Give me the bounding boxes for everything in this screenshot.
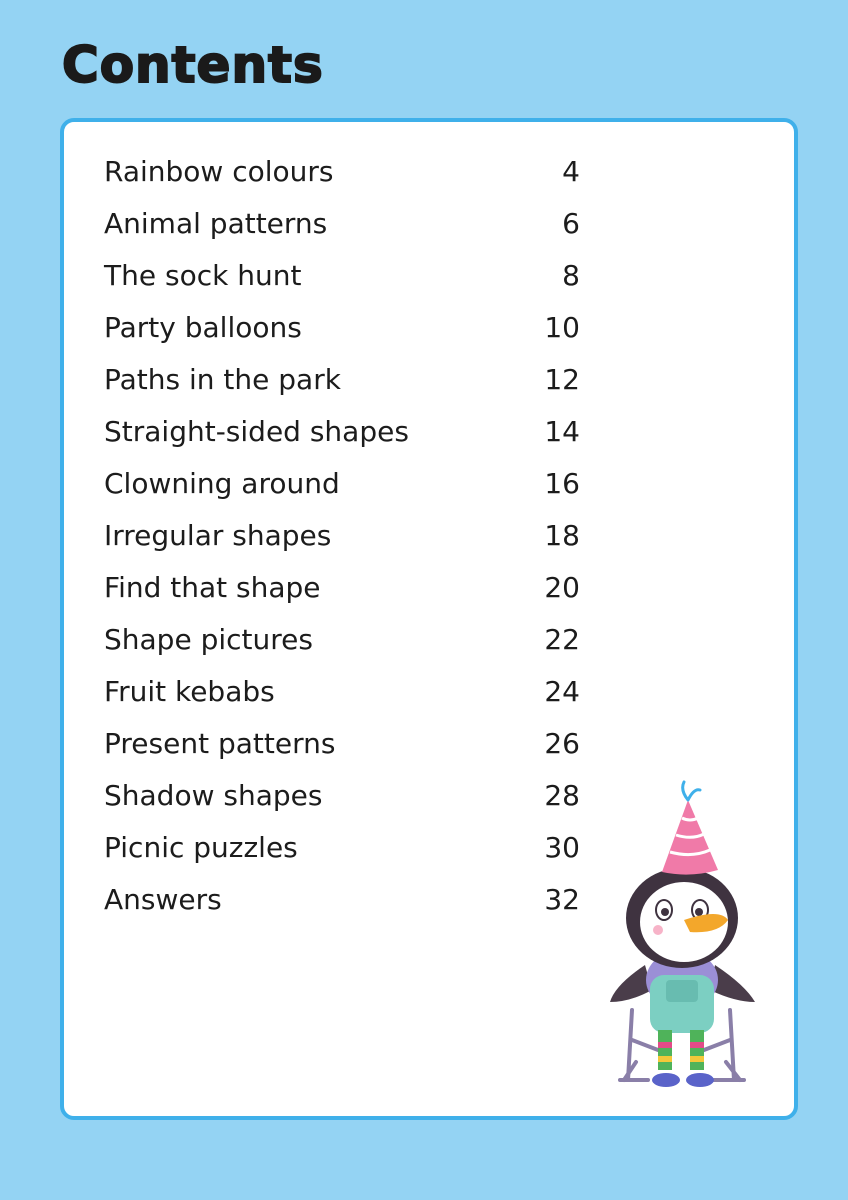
toc-item-label: Rainbow colours: [104, 154, 334, 188]
toc-item-page: 14: [544, 414, 580, 448]
toc-item-label: Answers: [104, 882, 222, 916]
toc-item-label: Present patterns: [104, 726, 336, 760]
toc-item-page: 28: [544, 778, 580, 812]
toc-item-label: Picnic puzzles: [104, 830, 298, 864]
toc-item[interactable]: [104, 457, 580, 509]
toc-item-page: 32: [544, 882, 580, 916]
toc-item-label: Irregular shapes: [104, 518, 332, 552]
toc-item[interactable]: [104, 665, 580, 717]
toc-item-label: Straight-sided shapes: [104, 414, 409, 448]
toc-item-label: Fruit kebabs: [104, 674, 275, 708]
penguin-party-hat-walker-icon: [600, 780, 770, 1100]
toc-item[interactable]: [104, 405, 580, 457]
page-title: Contents: [62, 36, 324, 94]
toc-item-label: Animal patterns: [104, 206, 328, 240]
toc-item[interactable]: [104, 509, 580, 561]
toc-item-page: 16: [544, 466, 580, 500]
toc-item[interactable]: [104, 301, 580, 353]
toc-item[interactable]: [104, 249, 580, 301]
toc-item-label: Find that shape: [104, 570, 321, 604]
toc-item[interactable]: [104, 873, 580, 925]
table-of-contents: [104, 145, 580, 925]
toc-item-page: 18: [544, 518, 580, 552]
toc-item-page: 10: [544, 310, 580, 344]
toc-item[interactable]: [104, 769, 580, 821]
toc-item[interactable]: [104, 197, 580, 249]
toc-item-label: Clowning around: [104, 466, 340, 500]
toc-item-page: 24: [544, 674, 580, 708]
toc-item-page: 26: [544, 726, 580, 760]
toc-item-page: 8: [562, 258, 580, 292]
toc-item[interactable]: [104, 145, 580, 197]
toc-item-label: Shape pictures: [104, 622, 313, 656]
toc-item[interactable]: [104, 821, 580, 873]
toc-item-page: 30: [544, 830, 580, 864]
toc-item-label: Paths in the park: [104, 362, 341, 396]
toc-item[interactable]: [104, 717, 580, 769]
toc-item[interactable]: [104, 613, 580, 665]
toc-item-page: 4: [562, 154, 580, 188]
toc-item[interactable]: [104, 561, 580, 613]
toc-item-label: The sock hunt: [104, 258, 302, 292]
toc-item-page: 20: [544, 570, 580, 604]
toc-item-label: Party balloons: [104, 310, 302, 344]
toc-item[interactable]: [104, 353, 580, 405]
toc-item-page: 22: [544, 622, 580, 656]
toc-item-page: 12: [544, 362, 580, 396]
toc-item-page: 6: [562, 206, 580, 240]
toc-item-label: Shadow shapes: [104, 778, 323, 812]
